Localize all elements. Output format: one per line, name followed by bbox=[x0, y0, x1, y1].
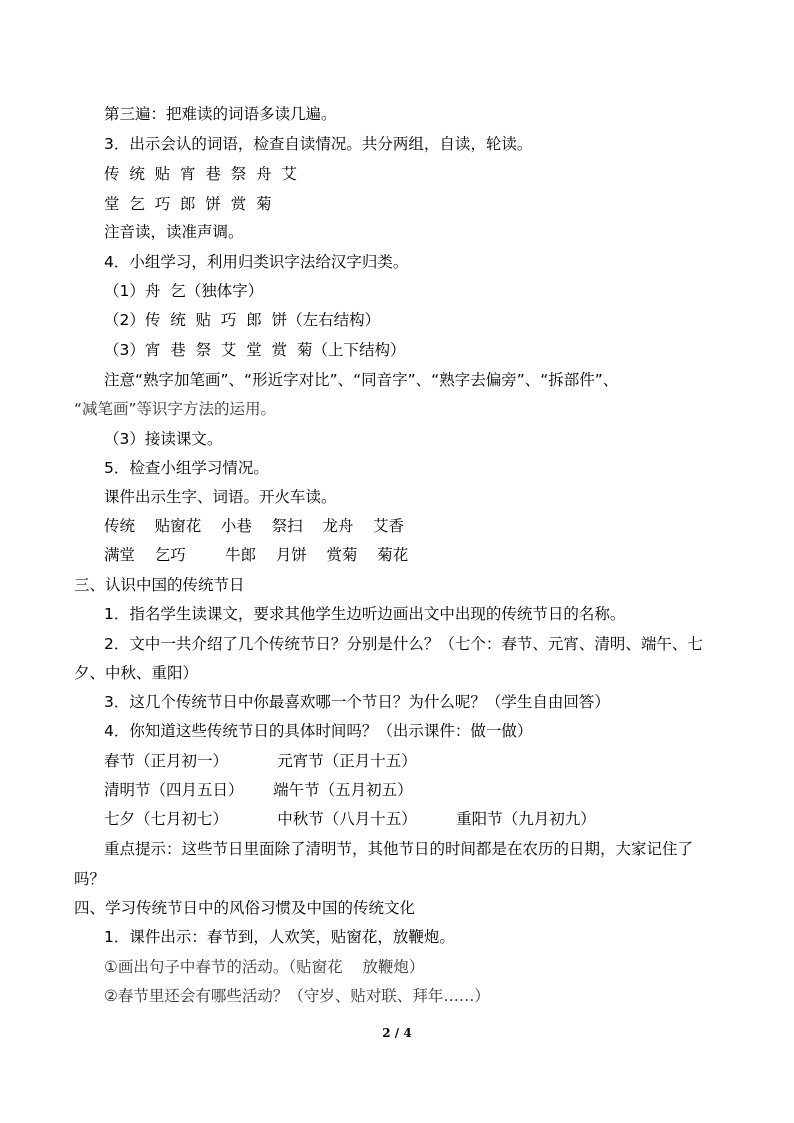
text-line: 1．课件出示：春节到，人欢笑，贴窗花，放鞭炮。 bbox=[104, 928, 455, 946]
text-line: 2．文中一共介绍了几个传统节日？分别是什么？（七个：春节、元宵、清明、端午、七 bbox=[104, 635, 703, 653]
section-heading: 四、学习传统节日中的风俗习惯及中国的传统文化 bbox=[74, 899, 416, 917]
text-line: 4．小组学习，利用归类识字法给汉字归类。 bbox=[104, 253, 409, 271]
text-line: 第三遍：把难读的词语多读几遍。 bbox=[104, 105, 337, 123]
text-line: 1．指名学生读课文，要求其他学生边听边画出文中出现的传统节日的名称。 bbox=[104, 605, 626, 623]
text-line: 注意“熟字加笔画”、“形近字对比”、“同音字”、“熟字去偏旁”、“拆部件”、 bbox=[104, 371, 619, 389]
section-heading: 三、认识中国的传统节日 bbox=[74, 576, 245, 594]
text-line: 吗？ bbox=[74, 870, 106, 888]
text-line: 注音读，读准声调。 bbox=[104, 223, 244, 241]
text-line: 传 统 贴 宵 巷 祭 舟 艾 bbox=[104, 165, 297, 183]
text-line: 3．这几个传统节日中你最喜欢哪一个节日？为什么呢？（学生自由回答） bbox=[104, 693, 610, 711]
page-number: 2 / 4 bbox=[382, 1026, 412, 1040]
text-line: ①画出句子中春节的活动。（贴窗花 放鞭炮） bbox=[104, 958, 425, 976]
text-line: 4．你知道这些传统节日的具体时间吗？（出示课件：做一做） bbox=[104, 722, 533, 740]
text-line: “减笔画”等识字方法的运用。 bbox=[74, 400, 277, 418]
text-line: （2）传 统 贴 巧 郎 饼（左右结构） bbox=[104, 311, 381, 329]
text-line: 春节（正月初一） 元宵节（正月十五） bbox=[104, 752, 417, 770]
text-line: 满堂 乞巧 牛郎 月饼 赏菊 菊花 bbox=[104, 546, 409, 564]
text-line: 七夕（七月初七） 中秋节（八月十五） 重阳节（九月初九） bbox=[104, 810, 596, 828]
text-line: 清明节（四月五日） 端午节（五月初五） bbox=[104, 781, 413, 799]
text-line: （3）宵 巷 祭 艾 堂 赏 菊（上下结构） bbox=[104, 341, 406, 359]
text-line: （1）舟 乞（独体字） bbox=[104, 282, 264, 300]
text-line: ②春节里还会有哪些活动？（守岁、贴对联、拜年……） bbox=[104, 987, 490, 1005]
text-line: 5．检查小组学习情况。 bbox=[104, 459, 269, 477]
text-line: 重点提示：这些节日里面除了清明节，其他节日的时间都是在农历的日期，大家记住了 bbox=[104, 840, 694, 858]
text-line: 传统 贴窗花 小巷 祭扫 龙舟 艾香 bbox=[104, 517, 405, 535]
text-line: 堂 乞 巧 郎 饼 赏 菊 bbox=[104, 195, 272, 213]
text-line: （3）接读课文。 bbox=[104, 430, 223, 448]
text-line: 3．出示会认的词语，检查自读情况。共分两组，自读，轮读。 bbox=[104, 135, 533, 153]
text-line: 课件出示生字、词语。开火车读。 bbox=[104, 488, 337, 506]
text-line: 夕、中秋、重阳） bbox=[74, 664, 199, 682]
